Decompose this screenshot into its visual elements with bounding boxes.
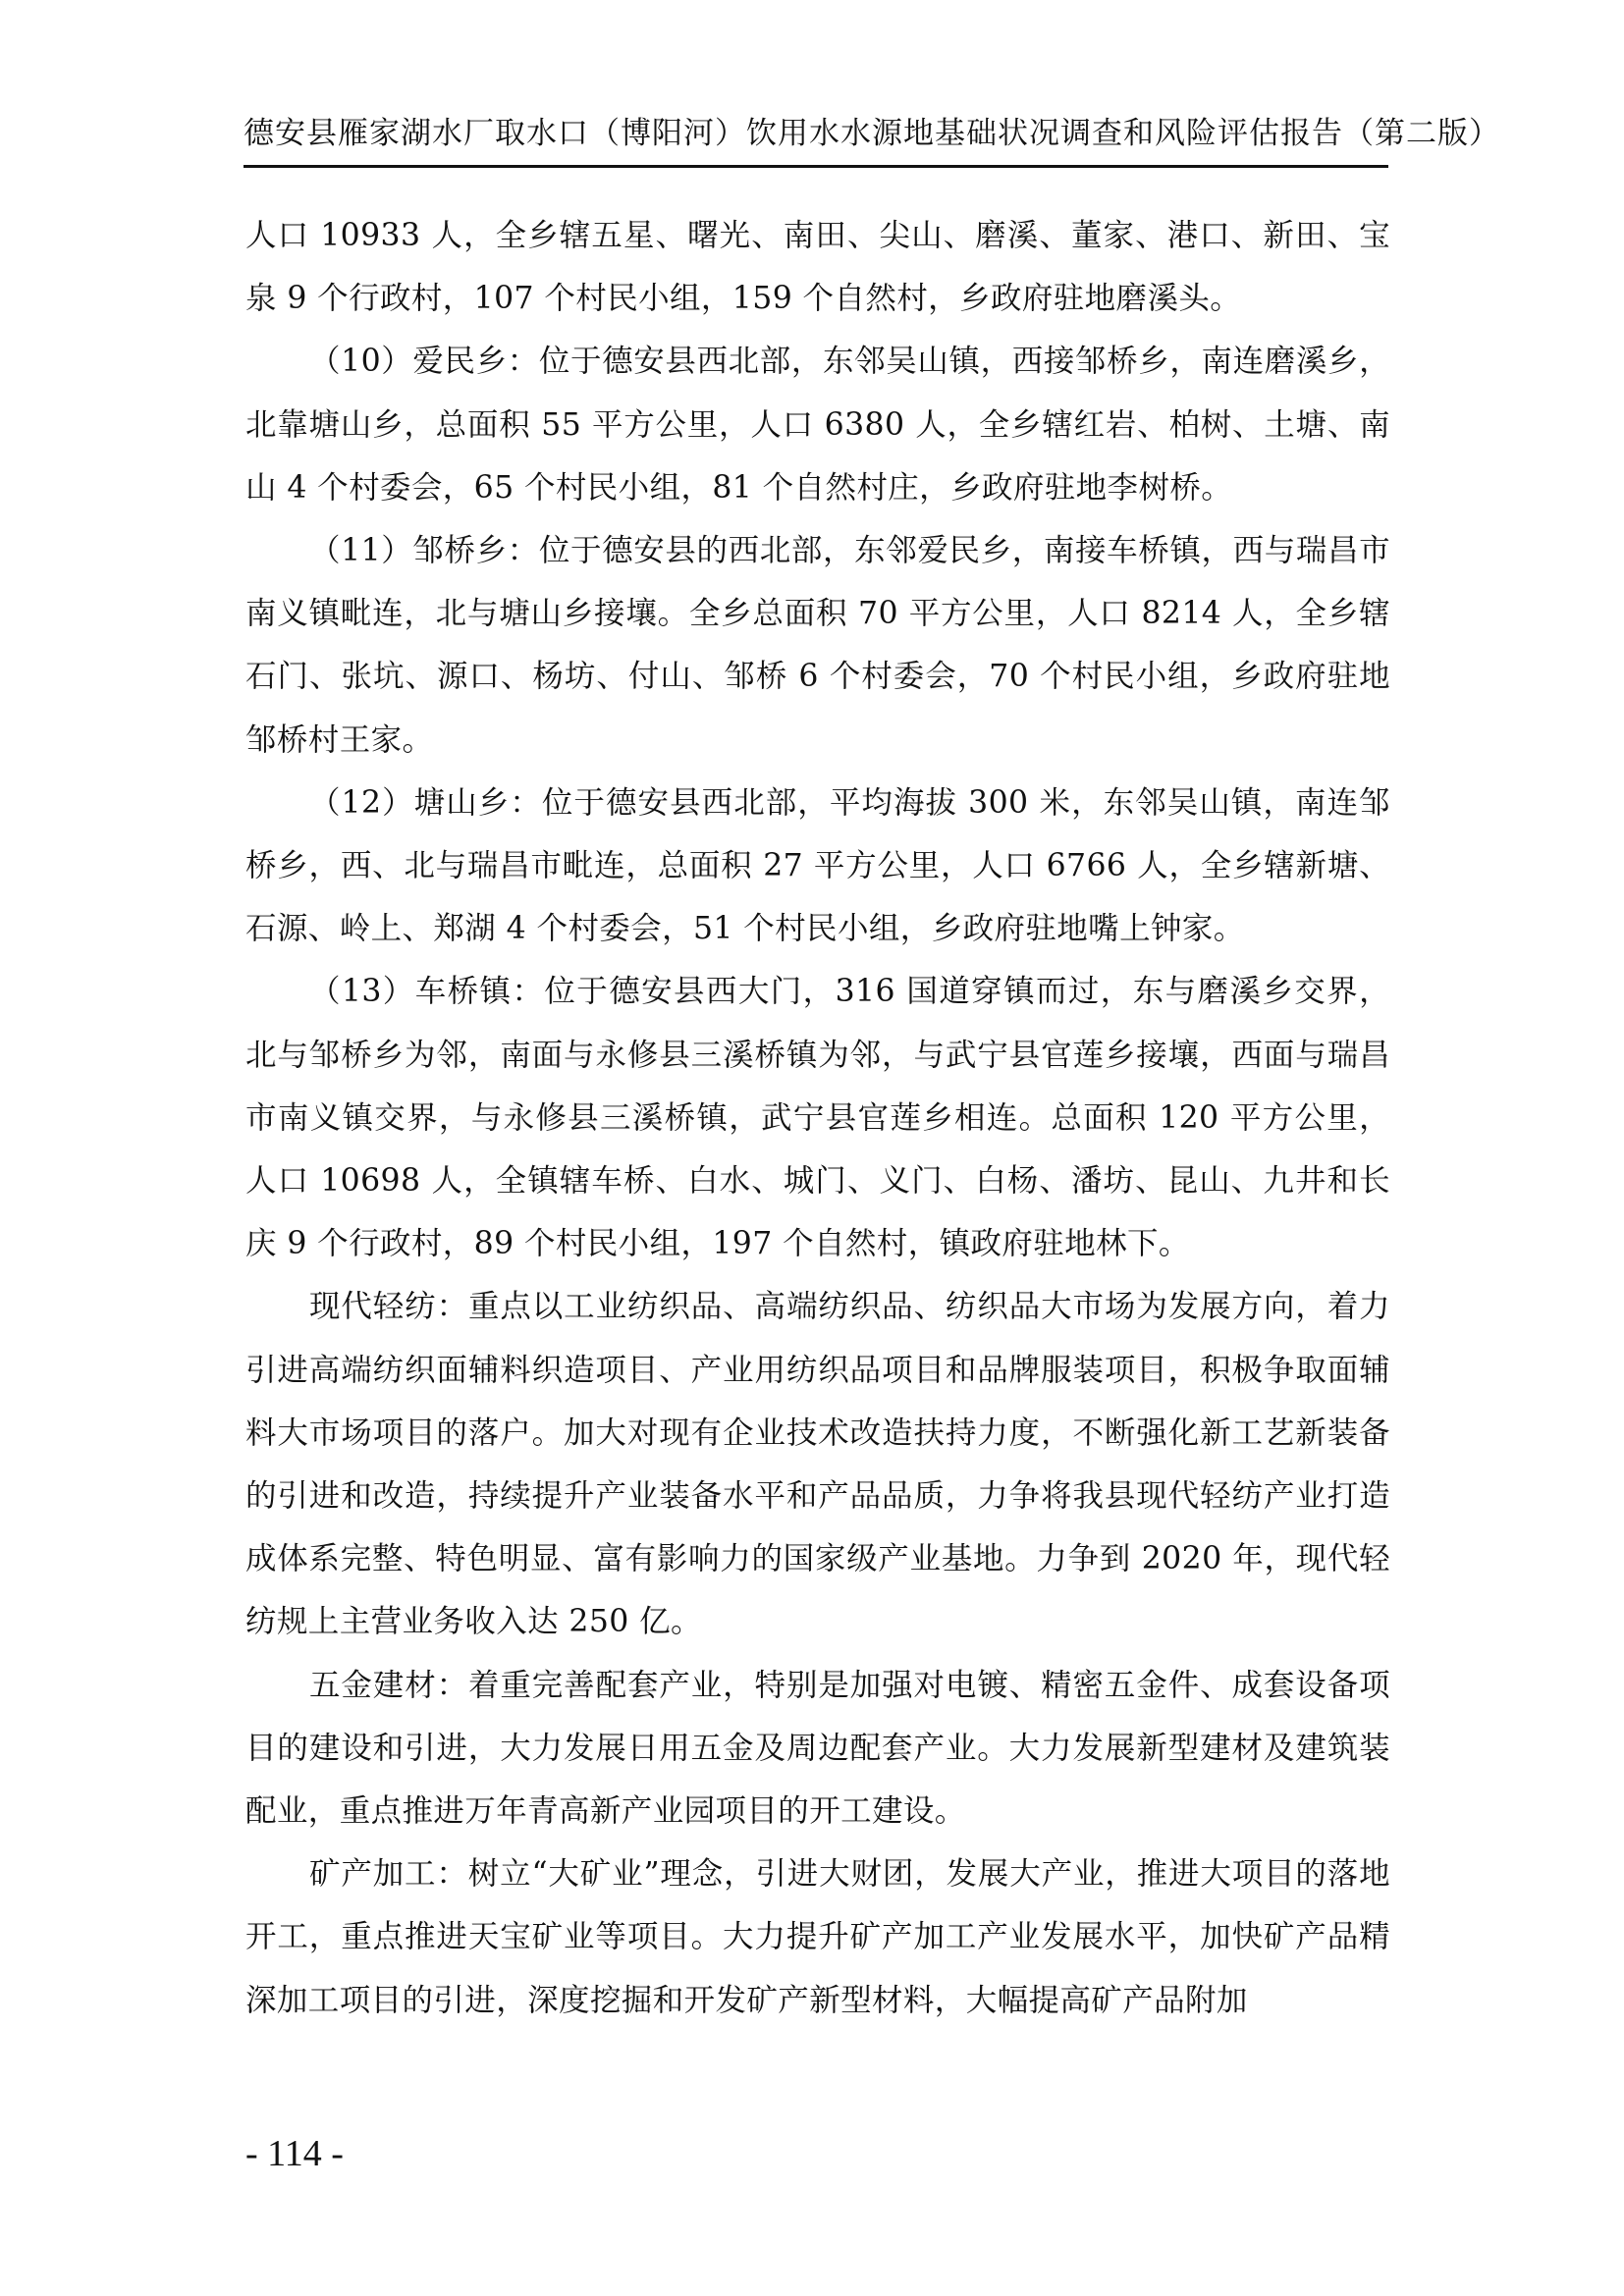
paragraph-modern-textile: 现代轻纺：重点以工业纺织品、高端纺织品、纺织品大市场为发展方向，着力引进高端纺织面辅料织造项目、产业用纺织品项目和品牌服装项目，积极争取面辅料大市场项目的落户。加大对现有企业技术改造扶持力度，不断强化新工艺新装备的引进和改造，持续提升产业装备水平和产品品质，力争将我县现代轻纺产业打造成体系完整、特色明显、富有影响力的国家级产业基地。力争到 2020 年，现代轻纺规上主营业务收入达 250 亿。 — [245, 1289, 1390, 1640]
paragraph-continuation: 人口 10933 人，全乡辖五星、曙光、南田、尖山、磨溪、董家、港口、新田、宝泉 9 个行政村，107 个村民小组，159 个自然村，乡政府驻地磨溪头。 — [245, 218, 1390, 317]
page-number: - 114 - — [245, 2133, 344, 2174]
running-header: 德安县雁家湖水厂取水口（博阳河）饮用水水源地基础状况调查和风险评估报告（第二版） — [244, 116, 1500, 151]
paragraph-aimin-township: （10）爱民乡：位于德安县西北部，东邻吴山镇，西接邹桥乡，南连磨溪乡，北靠塘山乡，总面积 55 平方公里，人口 6380 人，全乡辖红岩、柏树、土塘、南山 4 个村委会，65 个村民小组，81 个自然村庄，乡政府驻地李树桥。 — [245, 344, 1390, 506]
paragraph-zouqiao-township: （11）邹桥乡：位于德安县的西北部，东邻爱民乡，南接车桥镇，西与瑞昌市南义镇毗连，北与塘山乡接壤。全乡总面积 70 平方公里，人口 8214 人，全乡辖石门、张坑、源口、杨坊、付山、邹桥 6 个村委会，70 个村民小组，乡政府驻地邹桥村王家。 — [245, 533, 1390, 758]
header-rule — [244, 165, 1388, 168]
body-text — [245, 204, 1390, 2032]
paragraph-hardware-building-materials: 五金建材：着重完善配套产业，特别是加强对电镀、精密五金件、成套设备项目的建设和引进，大力发展日用五金及周边配套产业。大力发展新型建材及建筑装配业，重点推进万年青高新产业园项目的开工建设。 — [245, 1667, 1390, 1830]
paragraph-cheqiao-town: （13）车桥镇：位于德安县西大门，316 国道穿镇而过，东与磨溪乡交界，北与邹桥乡为邻，南面与永修县三溪桥镇为邻，与武宁县官莲乡接壤，西面与瑞昌市南义镇交界，与永修县三溪桥镇，武宁县官莲乡相连。总面积 120 平方公里，人口 10698 人，全镇辖车桥、白水、城门、义门、白杨、潘坊、昆山、九井和长庆 9 个行政村，89 个村民小组，197 个自然村，镇政府驻地林下。 — [245, 974, 1390, 1262]
paragraph-tangshan-township: （12）塘山乡：位于德安县西北部，平均海拔 300 米，东邻吴山镇，南连邹桥乡，西、北与瑞昌市毗连，总面积 27 平方公里，人口 6766 人，全乡辖新塘、石源、岭上、郑湖 4 个村委会，51 个村民小组，乡政府驻地嘴上钟家。 — [245, 784, 1390, 947]
paragraph-mineral-processing: 矿产加工：树立“大矿业”理念，引进大财团，发展大产业，推进大项目的落地开工，重点推进天宝矿业等项目。大力提升矿产加工产业发展水平，加快矿产品精深加工项目的引进，深度挖掘和开发矿产新型材料，大幅提高矿产品附加 — [245, 1856, 1390, 2018]
